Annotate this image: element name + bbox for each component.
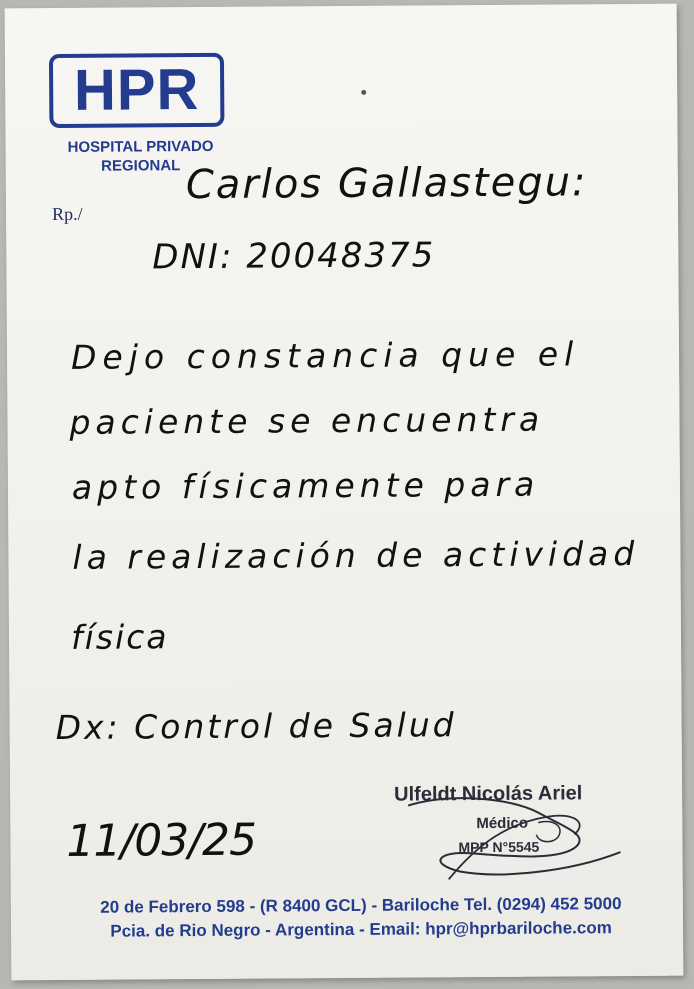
prescription-paper <box>5 4 684 981</box>
rp-label: Rp./ <box>51 203 83 225</box>
footer-contact: Pcia. de Rio Negro - Argentina - Email: hpr@hprbariloche.com <box>110 918 612 941</box>
doctor-role: Médico <box>476 814 529 833</box>
body-line-1: Dejo constancia que el <box>70 334 580 377</box>
signature-scribble <box>388 782 629 884</box>
paper-mark <box>361 90 366 95</box>
diagnosis: Dx: Control de Salud <box>55 705 457 748</box>
hospital-name-line1: HOSPITAL PRIVADO <box>67 137 214 156</box>
hospital-footer <box>41 892 681 944</box>
footer-address: 20 de Febrero 598 - (R 8400 GCL) - Bariloche Tel. (0294) 452 5000 <box>100 894 622 917</box>
patient-dni: DNI: 20048375 <box>152 235 436 278</box>
doctor-registration: MPP N°5545 <box>458 838 540 856</box>
hpr-logo <box>49 53 225 128</box>
body-line-3: apto físicamente para <box>71 464 540 507</box>
doctor-name: Ulfeldt Nicolás Ariel <box>394 782 583 806</box>
patient-name: Carlos Gallastegu: <box>185 159 588 209</box>
doctor-stamp <box>388 782 629 884</box>
body-line-2: paciente se encuentra <box>69 399 545 442</box>
body-line-5: física <box>70 617 169 657</box>
hospital-name-line2: REGIONAL <box>101 157 181 175</box>
prescription-date: 11/03/25 <box>66 814 257 867</box>
logo-text: HPR <box>73 57 200 123</box>
body-line-4: la realización de actividad <box>72 533 640 577</box>
